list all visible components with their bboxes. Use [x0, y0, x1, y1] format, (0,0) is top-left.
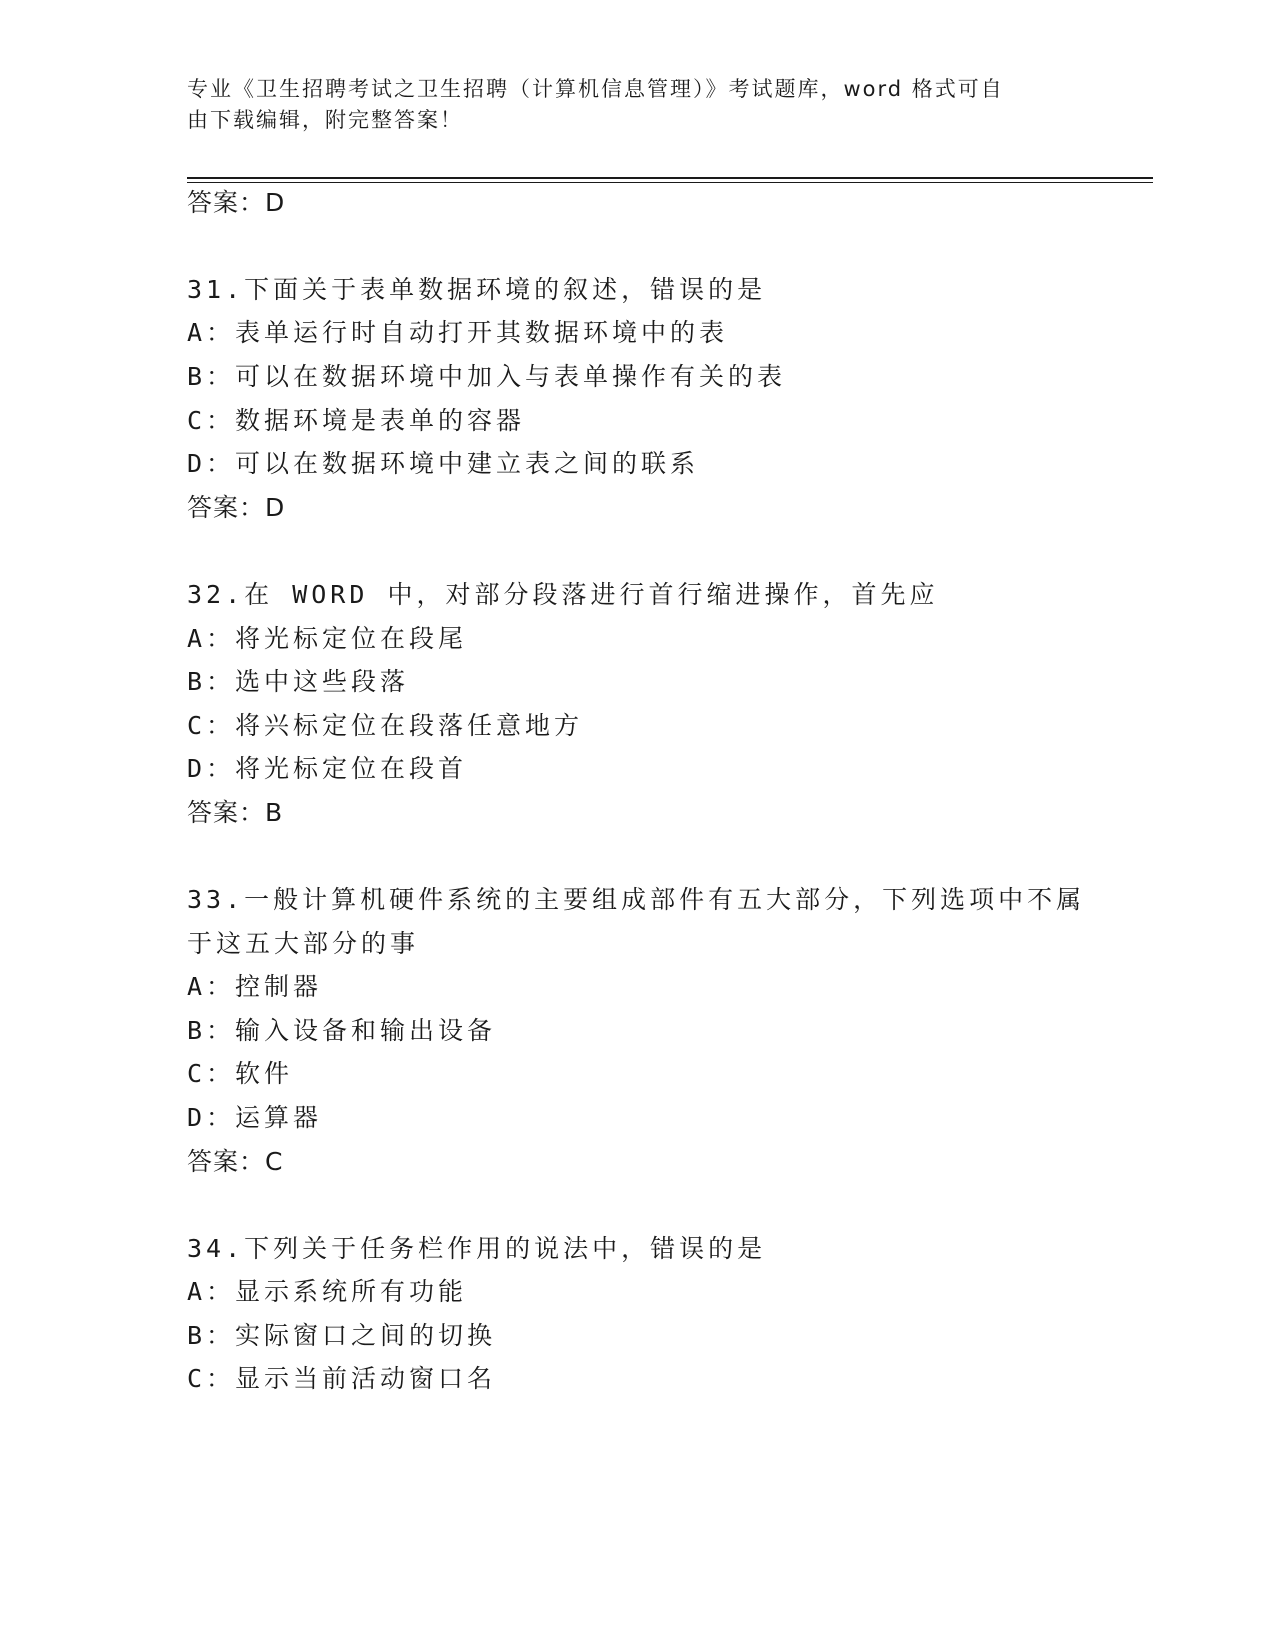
question-34-option-b: B：实际窗口之间的切换 [187, 1321, 497, 1350]
question-31-option-b: B：可以在数据环境中加入与表单操作有关的表 [187, 362, 787, 391]
question-33-stem-line-1: 33.一般计算机硬件系统的主要组成部件有五大部分，下列选项中不属 [187, 885, 1086, 914]
question-33-answer: 答案：C [187, 1147, 284, 1176]
page-header [187, 74, 1067, 136]
question-33-option-d: D：运算器 [187, 1103, 323, 1132]
question-32-answer: 答案：B [187, 798, 284, 827]
question-32-option-a: A：将光标定位在段尾 [187, 624, 468, 653]
question-31-answer: 答案：D [187, 493, 286, 522]
question-31-stem: 31.下面关于表单数据环境的叙述，错误的是 [187, 275, 767, 304]
header-rule-thick [187, 177, 1153, 179]
question-32-stem: 32.在 WORD 中，对部分段落进行首行缩进操作，首先应 [187, 580, 939, 609]
header-rule-thin [187, 182, 1153, 183]
question-33-option-a: A：控制器 [187, 972, 323, 1001]
question-33-option-c: C：软件 [187, 1059, 294, 1088]
question-32-option-d: D：将光标定位在段首 [187, 754, 468, 783]
question-31-option-a: A：表单运行时自动打开其数据环境中的表 [187, 318, 729, 347]
question-33-stem-line-2: 于这五大部分的事 [187, 929, 420, 958]
question-31-option-d: D：可以在数据环境中建立表之间的联系 [187, 449, 700, 478]
previous-answer: 答案：D [187, 188, 286, 217]
question-32-option-c: C：将兴标定位在段落任意地方 [187, 711, 584, 740]
question-34-stem: 34.下列关于任务栏作用的说法中，错误的是 [187, 1234, 767, 1263]
header-line-2: 由下载编辑，附完整答案！ [187, 108, 463, 132]
question-34-option-c: C：显示当前活动窗口名 [187, 1364, 497, 1393]
header-line-1: 专业《卫生招聘考试之卫生招聘（计算机信息管理）》考试题库，word 格式可自 [187, 77, 1004, 101]
question-31-option-c: C：数据环境是表单的容器 [187, 406, 526, 435]
question-34-option-a: A：显示系统所有功能 [187, 1277, 468, 1306]
question-33-option-b: B：输入设备和输出设备 [187, 1016, 497, 1045]
question-32-option-b: B：选中这些段落 [187, 667, 410, 696]
